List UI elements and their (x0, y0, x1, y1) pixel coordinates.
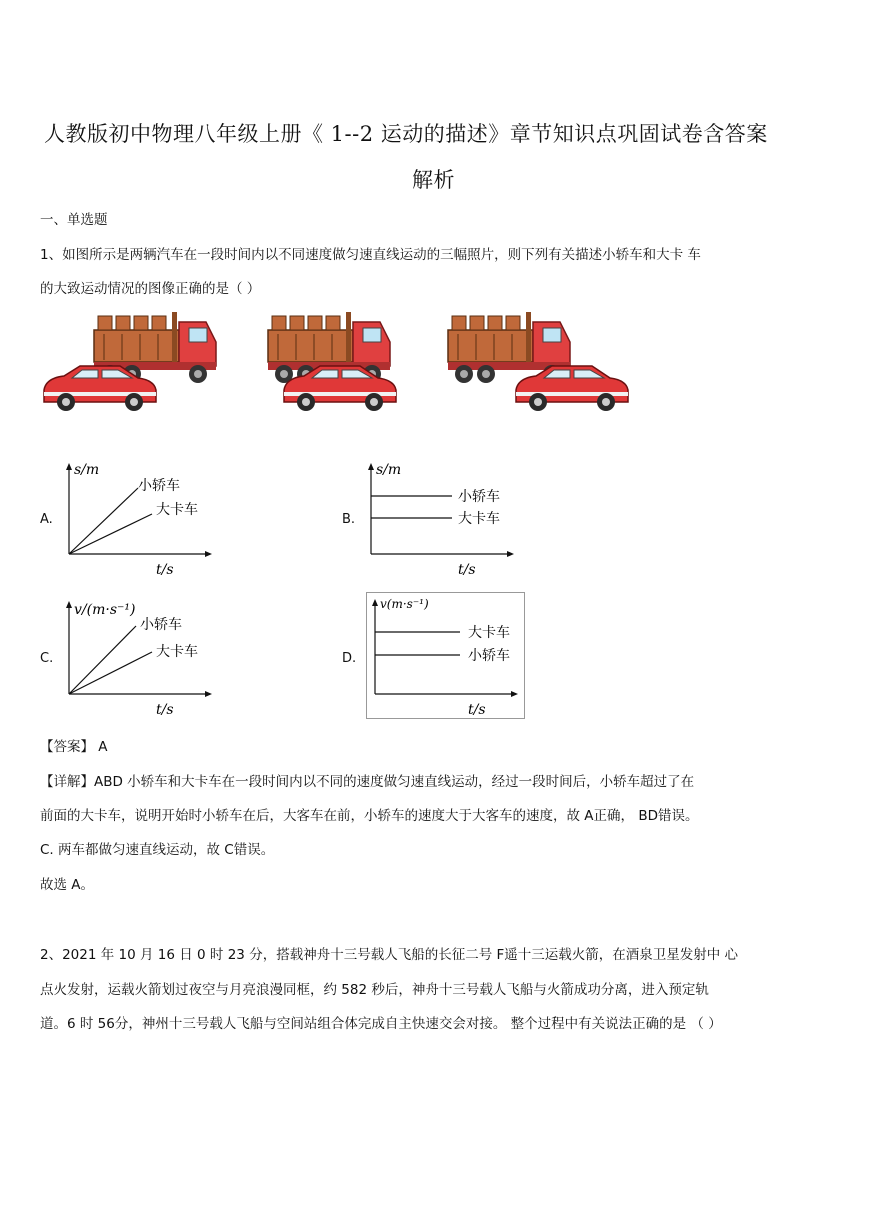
option-c-car-label: 小轿车 (140, 617, 182, 633)
q1-stem-line1: 1、如图所示是两辆汽车在一段时间内以不同速度做匀速直线运动的三幅照片，则下列有关描述小轿车和大卡 车 (40, 247, 701, 263)
q1-detail-line2: 前面的大卡车，说明开始时小轿车在后，大客车在前，小轿车的速度大于大客车的速度，故 A正确， BD错误。 (40, 808, 699, 824)
q2-stem-line3: 道。6 时 56分，神州十三号载人飞船与空间站组合体完成自主快速交会对接。 整个过程中有关说法正确的是 （ ） (40, 1016, 722, 1032)
q1-answer: 【答案】 A (40, 739, 108, 755)
option-c-letter: C. (40, 651, 54, 666)
option-a-letter: A. (40, 512, 53, 527)
q2-stem-line2: 点火发射，运载火箭划过夜空与月亮浪漫同框，约 582 秒后，神舟十三号载人飞船与火箭成功分离，进入预定轨 (40, 982, 709, 998)
page-title: 人教版初中物理八年级上册《 1--2 运动的描述》章节知识点巩固试卷含答案 (44, 122, 768, 146)
q2-stem-line1: 2、2021 年 10 月 16 日 0 时 23 分，搭载神舟十三号载人飞船的长征二号 F遥十三运载火箭，在酒泉卫星发射中 心 (40, 947, 739, 963)
section-heading: 一、单选题 (40, 212, 108, 228)
option-a-graph (60, 458, 220, 578)
option-a-y-axis-label: s/m (74, 462, 100, 478)
q1-photos-figure (38, 308, 638, 418)
q1-detail-line1: 【详解】ABD 小轿车和大卡车在一段时间内以不同的速度做匀速直线运动，经过一段时间后，小轿车超过了在 (40, 774, 695, 790)
option-d-x-axis-label: t/s (468, 702, 486, 718)
q1-detail-line3: C. 两车都做匀速直线运动，故 C错误。 (40, 842, 275, 858)
option-d-car-label: 小轿车 (468, 648, 510, 664)
option-a-truck-label: 大卡车 (156, 502, 198, 518)
q1-stem-line2: 的大致运动情况的图像正确的是（ ） (40, 281, 261, 297)
option-c-graph (60, 596, 220, 718)
option-c-y-axis-label: v/(m·s⁻¹) (74, 602, 136, 618)
option-c-x-axis-label: t/s (156, 702, 174, 718)
option-a-x-axis-label: t/s (156, 562, 174, 578)
option-d-truck-label: 大卡车 (468, 625, 510, 641)
option-b-x-axis-label: t/s (458, 562, 476, 578)
q1-detail-line4: 故选 A。 (40, 877, 95, 893)
option-c-truck-label: 大卡车 (156, 644, 198, 660)
option-a-car-label: 小轿车 (138, 478, 180, 494)
option-d-letter: D. (342, 651, 357, 666)
option-b-graph (362, 458, 522, 578)
option-b-car-label: 小轿车 (458, 489, 500, 505)
page-title-continued: 解析 (412, 168, 455, 192)
option-d-graph (366, 592, 526, 720)
option-b-truck-label: 大卡车 (458, 511, 500, 527)
option-b-letter: B. (342, 512, 356, 527)
option-b-y-axis-label: s/m (376, 462, 402, 478)
option-d-y-axis-label: v(m·s⁻¹) (380, 597, 429, 611)
